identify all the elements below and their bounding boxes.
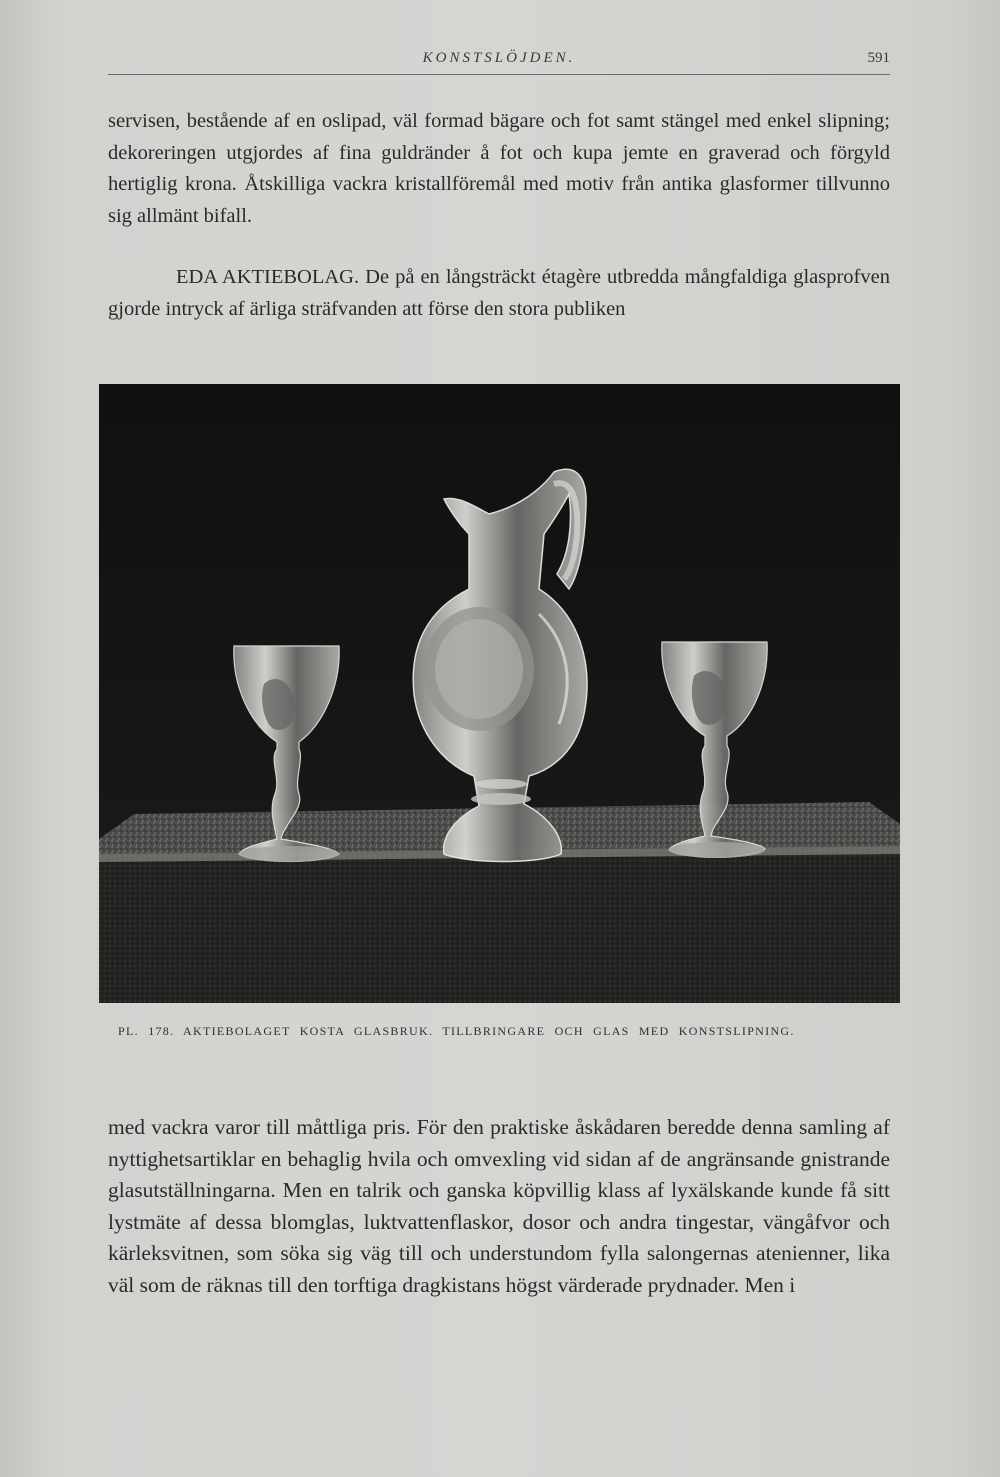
- paragraph-eda-text: De på en långsträckt étagère utbredda mångfaldiga glasprofven gjorde intryck af ärliga sträfvanden att förse den stora publiken: [108, 266, 890, 320]
- paragraph-med-vackra-varor: med vackra varor till måttliga pris. För den praktiske åskådaren beredde denna samling af nyttighetsartiklar en behaglig hvila och omvexling vid sidan af de angränsande gnistrande glasutställningarna. Men en talrik och ganska köpvillig klass af lyxälskande kunde få sitt lystmäte af dessa blomglas, luktvattenflaskor, dosor och andra tingestar, vängåfvor och kärleksvitnen, som söka sig väg till och understundom fylla salongernas atenienner, lika väl som de räknas till den torftiga dragkistans högst värderade prydnader. Men i: [108, 1115, 890, 1297]
- paragraph-eda-aktiebolag: [108, 262, 890, 325]
- running-title: KONSTSLÖJDEN.: [422, 50, 576, 66]
- page-number: 591: [867, 50, 890, 66]
- section-heading-eda-aktiebolag: EDA AKTIEBOLAG.: [176, 266, 360, 288]
- plate-caption: PL. 178. AKTIEBOLAGET KOSTA GLASBRUK. TILLBRINGARE OCH GLAS MED KONSTSLIPNING.: [118, 1024, 795, 1038]
- paragraph-servisen: servisen, bestående af en oslipad, väl formad bägare och fot samt stängel med enkel slipning; dekoreringen utgjordes af fina guldränder å fot och kupa jemte en graverad och förgyld hertiglig krona. Åtskilliga vackra kristallföremål med motiv från antika glasformer tillvunno sig allmänt bifall.: [108, 110, 890, 227]
- plate-photograph: [99, 384, 900, 1003]
- page-header: [108, 50, 890, 75]
